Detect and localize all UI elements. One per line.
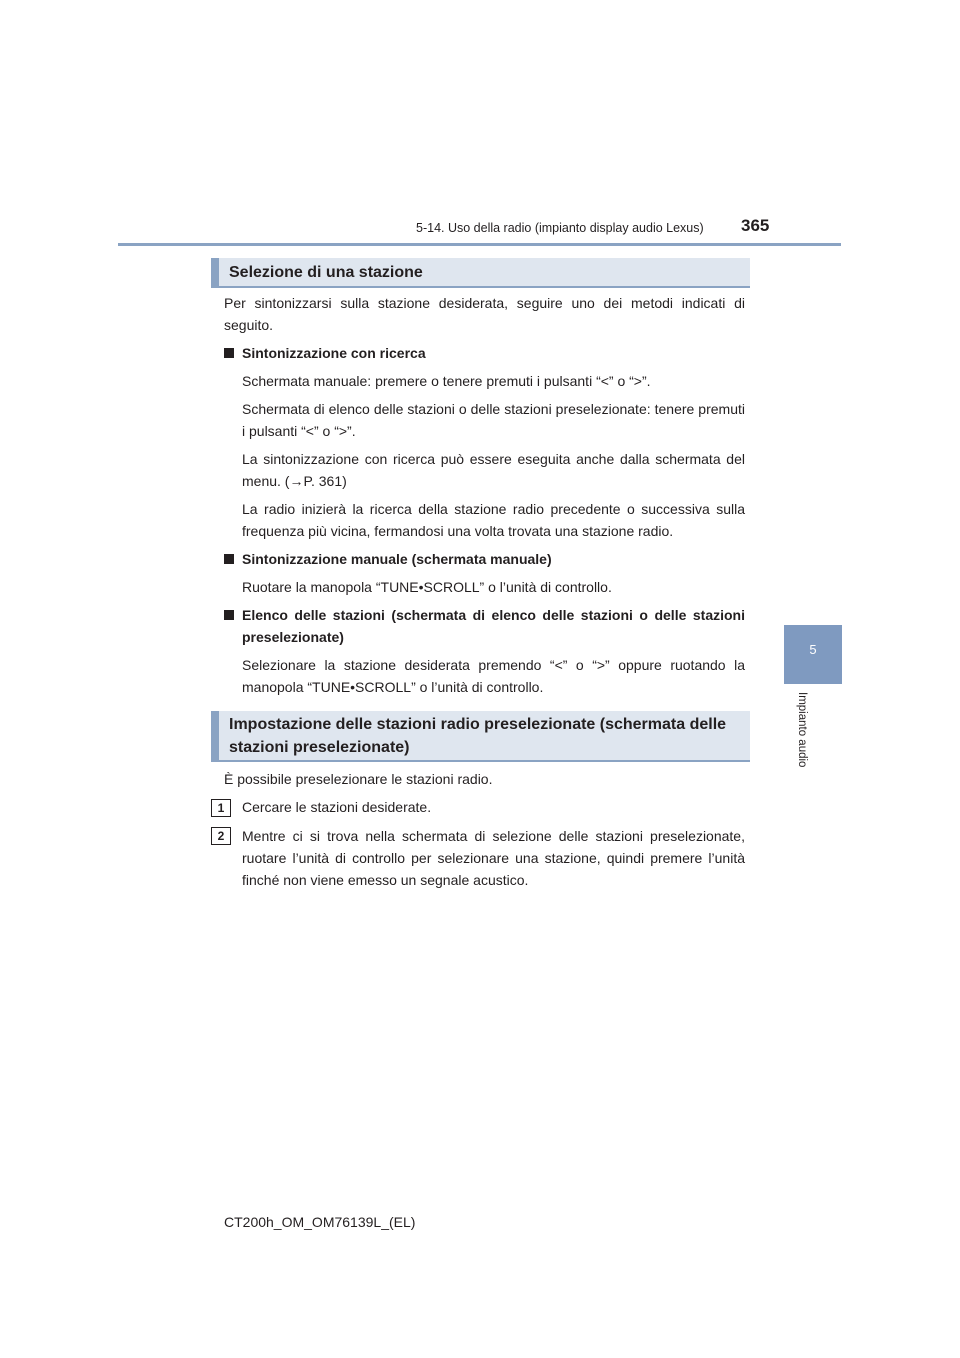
step-2-text: Mentre ci si trova nella schermata di selezione delle stazioni preselezionate, ruotare l’unità di controllo per selezionare una stazione, quindi premere l’unità finché non viene emesso un segnale acustico. xyxy=(242,828,745,888)
subheading-text: Elenco delle stazioni (schermata di elenco delle stazioni o delle stazioni preselezionate) xyxy=(242,607,745,645)
seek-paragraph-4: La radio inizierà la ricerca della stazione radio precedente o successiva sulla frequenza più vicina, fermandosi una volta trovata una stazione radio. xyxy=(242,501,745,539)
bullet-square-icon xyxy=(224,554,234,564)
step-number-badge: 1 xyxy=(211,799,231,817)
section-heading-station-selection: Selezione di una stazione xyxy=(211,258,750,288)
seek-paragraph-3: La sintonizzazione con ricerca può essere eseguita anche dalla schermata del menu. (→P. 361) xyxy=(242,451,745,489)
footer-document-code: CT200h_OM_OM76139L_(EL) xyxy=(224,1214,416,1230)
step-number-badge: 2 xyxy=(211,827,231,845)
bullet-square-icon xyxy=(224,610,234,620)
subheading-manual-tuning xyxy=(224,548,745,570)
running-header-title: 5-14. Uso della radio (impianto display audio Lexus) xyxy=(416,221,704,235)
subheading-text: Sintonizzazione con ricerca xyxy=(242,345,426,361)
list-paragraph-1: Selezionare la stazione desiderata premendo “<” o “>” oppure ruotando la manopola “TUNE•SCROLL” o l’unità di controllo. xyxy=(242,657,745,695)
subheading-text: Sintonizzazione manuale (schermata manuale) xyxy=(242,551,552,567)
page-number: 365 xyxy=(741,216,770,235)
seek-paragraph-1: Schermata manuale: premere o tenere premuti i pulsanti “<” o “>”. xyxy=(242,373,651,389)
header-rule xyxy=(118,243,841,246)
subheading-station-list xyxy=(224,604,745,648)
seek-paragraph-2: Schermata di elenco delle stazioni o delle stazioni preselezionate: tenere premuti i pulsanti “<” o “>”. xyxy=(242,401,745,439)
step-1-text: Cercare le stazioni desiderate. xyxy=(242,799,432,815)
section2-intro: È possibile preselezionare le stazioni radio. xyxy=(224,771,493,787)
section-heading-preset-stations: Impostazione delle stazioni radio preselezionate (schermata delle stazioni preselezionate) xyxy=(211,711,750,762)
manual-paragraph-1: Ruotare la manopola “TUNE•SCROLL” o l’unità di controllo. xyxy=(242,579,612,595)
section1-intro: Per sintonizzarsi sulla stazione desiderata, seguire uno dei metodi indicati di seguito. xyxy=(224,295,745,333)
chapter-tab: 5 xyxy=(784,625,842,684)
subheading-seek-tuning xyxy=(224,342,745,364)
bullet-square-icon xyxy=(224,348,234,358)
chapter-tab-label: Impianto audio xyxy=(796,692,808,768)
